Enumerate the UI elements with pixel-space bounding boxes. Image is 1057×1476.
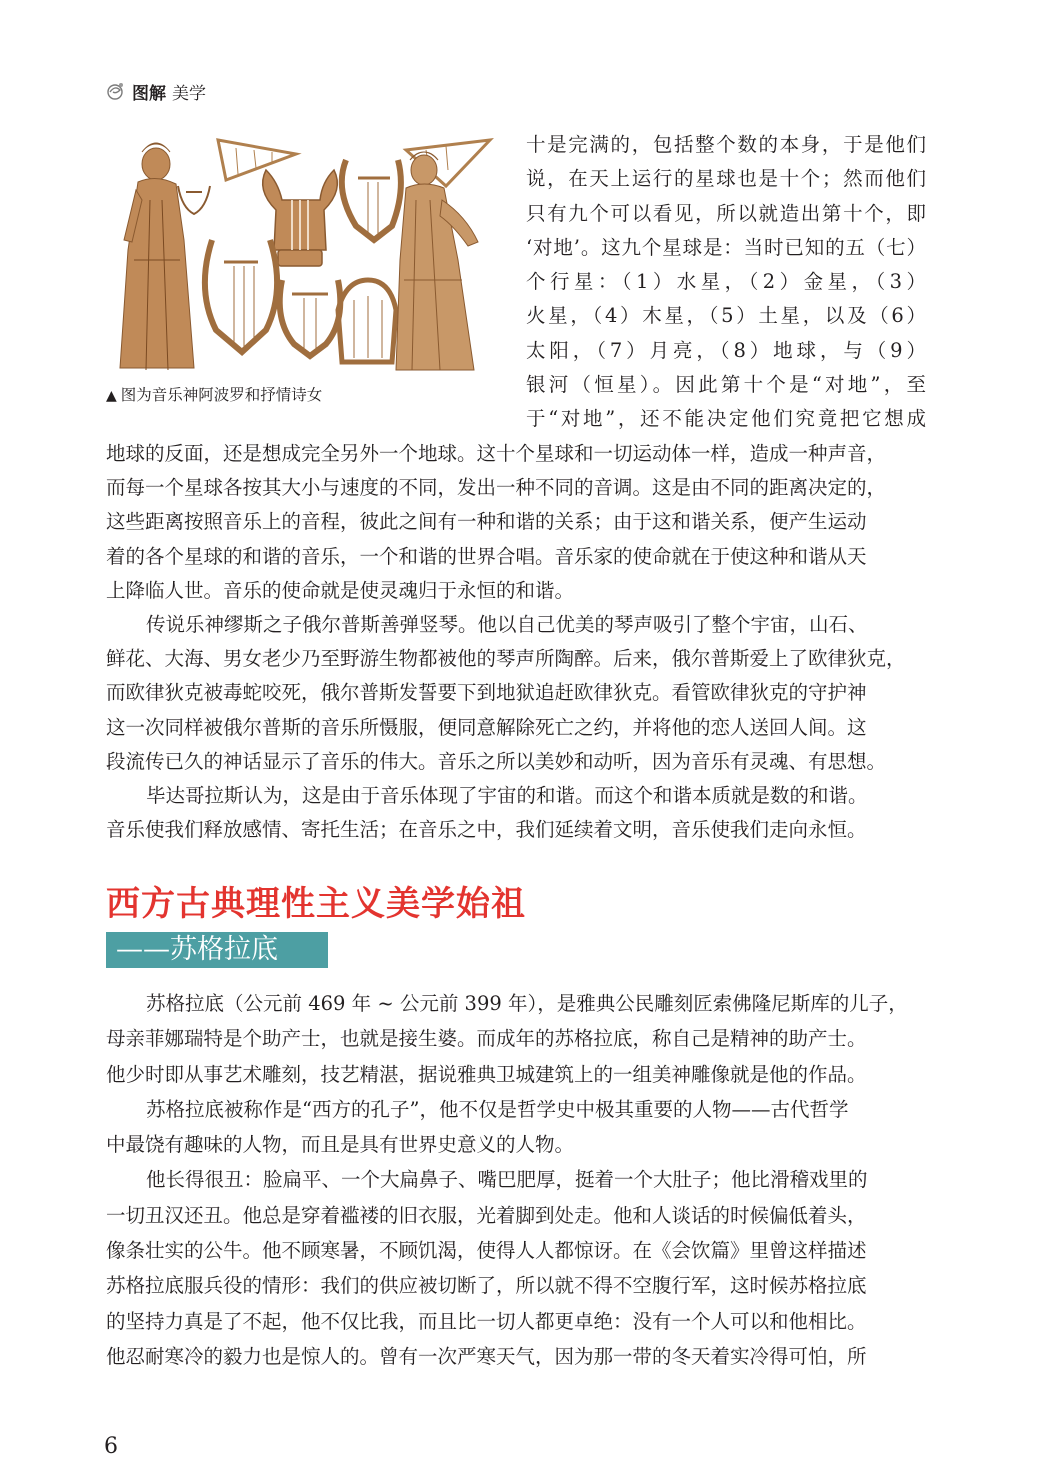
small-lyre <box>178 186 210 214</box>
text-line: 而每一个星球各按其大小与速度的不同，发出一种不同的音调。这是由不同的距离决定的， <box>106 476 887 500</box>
column-line: 火星，（4）木星，（5）土星，以及（6） <box>526 304 926 328</box>
text-line: 毕达哥拉斯认为，这是由于音乐体现了宇宙的和谐。而这个和谐本质就是数的和谐。 <box>146 784 868 808</box>
column-line: 十是完满的，包括整个数的本身，于是他们 <box>526 133 926 156</box>
section-subtitle: ——苏格拉底 <box>106 932 328 968</box>
column-line: 个行星：（1）水星，（2）金星，（3） <box>526 270 926 294</box>
text-line: 母亲菲娜瑞特是个助产士，也就是接生婆。而成年的苏格拉底，称自己是精神的助产士。 <box>106 1027 867 1051</box>
text-line: 中最饶有趣味的人物，而且是具有世界史意义的人物。 <box>106 1133 575 1157</box>
page-number: 6 <box>104 1434 118 1459</box>
lyre-bottom-middle <box>280 280 341 356</box>
text-line: 他长得很丑：脸扁平、一个大扁鼻子、嘴巴肥厚，挺着一个大肚子；他比滑稽戏里的 <box>146 1168 868 1192</box>
section-title: 西方古典理性主义美学始祖 <box>106 884 526 924</box>
text-line: 一切丑汉还丑。他总是穿着褴褛的旧衣服，光着脚到处走。他和人谈话的时候偏低着头， <box>106 1203 867 1227</box>
body-text-section-1 <box>106 437 926 847</box>
text-line: 苏格拉底服兵役的情形：我们的供应被切断了，所以就不得不空腹行军，这时候苏格拉底 <box>106 1274 867 1298</box>
body-text-section-2 <box>106 986 926 1374</box>
muse-figure <box>396 152 478 370</box>
column-line: 只有九个可以看见，所以就造出第十个，即 <box>526 201 926 225</box>
column-line: 银河（恒星）。因此第十个是“对地”，至 <box>526 373 926 397</box>
text-line: 音乐使我们释放感情、寄托生活；在音乐之中，我们延续着文明，音乐使我们走向永恒。 <box>106 818 867 842</box>
right-column-text <box>526 128 926 437</box>
text-line: 像条壮实的公牛。他不顾寒暑，不顾饥渴，使得人人都惊讶。在《会饮篇》里曾这样描述 <box>106 1239 867 1263</box>
text-line: 段流传已久的神话显示了音乐的伟大。音乐之所以美妙和动听，因为音乐有灵魂、有思想。 <box>106 749 887 773</box>
text-line: 这一次同样被俄尔普斯的音乐所慑服，便同意解除死亡之约，并将他的恋人送回人间。这 <box>106 715 867 739</box>
text-line: 苏格拉底（公元前 469 年 ~ 公元前 399 年），是雅典公民雕刻匠索佛隆尼斯库的儿子， <box>146 992 908 1015</box>
column-line: 于“对地”，还不能决定他们究竟把它想成 <box>526 407 926 431</box>
text-line: 苏格拉底被称作是“西方的孔子”，他不仅是哲学史中极其重要的人物——古代哲学 <box>146 1097 849 1121</box>
apollo-figure <box>120 143 194 370</box>
text-line: 的坚持力真是了不起，他不仅比我，而且比一切人都更卓绝：没有一个人可以和他相比。 <box>106 1309 867 1333</box>
text-line: 鲜花、大海、男女老少乃至野游生物都被他的琴声所陶醉。后来，俄尔普斯爱上了欧律狄克， <box>106 647 906 671</box>
apollo-muse-lyres-illustration <box>106 130 502 374</box>
text-line: 上降临人世。音乐的使命就是使灵魂归于永恒的和谐。 <box>106 578 575 602</box>
running-header <box>104 78 206 104</box>
header-section: 美学 <box>172 83 206 104</box>
lyre-bottom-left <box>205 240 277 352</box>
harp-top <box>218 140 296 180</box>
caption-triangle-icon: ▲ <box>106 388 117 404</box>
text-line: 这些距离按照音乐上的音程，彼此之间有一种和谐的关系；由于这和谐关系，便产生运动 <box>106 510 867 534</box>
text-line: 地球的反面，还是想成完全另外一个地球。这十个星球和一切运动体一样，造成一种声音， <box>106 442 887 465</box>
text-line: 他少时即从事艺术雕刻，技艺精湛，据说雅典卫城建筑上的一组美神雕像就是他的作品。 <box>106 1062 867 1086</box>
lyre-right-top <box>342 160 401 240</box>
lyre-bottom-right <box>338 280 396 362</box>
column-line: 太阳，（7）月亮，（8）地球，与（9） <box>526 338 926 362</box>
figure-caption <box>106 384 506 407</box>
header-brand: 图解 <box>132 83 166 104</box>
text-line: 他忍耐寒冷的毅力也是惊人的。曾有一次严寒天气，因为那一带的冬天着实冷得可怕，所 <box>106 1344 867 1368</box>
swirl-logo-icon <box>104 80 126 102</box>
column-line: ‘对地’。这九个星球是：当时已知的五（七） <box>526 235 926 259</box>
text-line: 而欧律狄克被毒蛇咬死，俄尔普斯发誓要下到地狱追赶欧律狄克。看管欧律狄克的守护神 <box>106 681 867 705</box>
column-line: 说，在天上运行的星球也是十个；然而他们 <box>526 167 926 191</box>
text-line: 传说乐神缪斯之子俄尔普斯善弹竖琴。他以自己优美的琴声吸引了整个宇宙，山石、 <box>146 613 868 637</box>
caption-text: 图为音乐神阿波罗和抒情诗女 <box>120 386 323 404</box>
text-line: 着的各个星球的和谐的音乐，一个和谐的世界合唱。音乐家的使命就在于使这种和谐从天 <box>106 544 867 568</box>
